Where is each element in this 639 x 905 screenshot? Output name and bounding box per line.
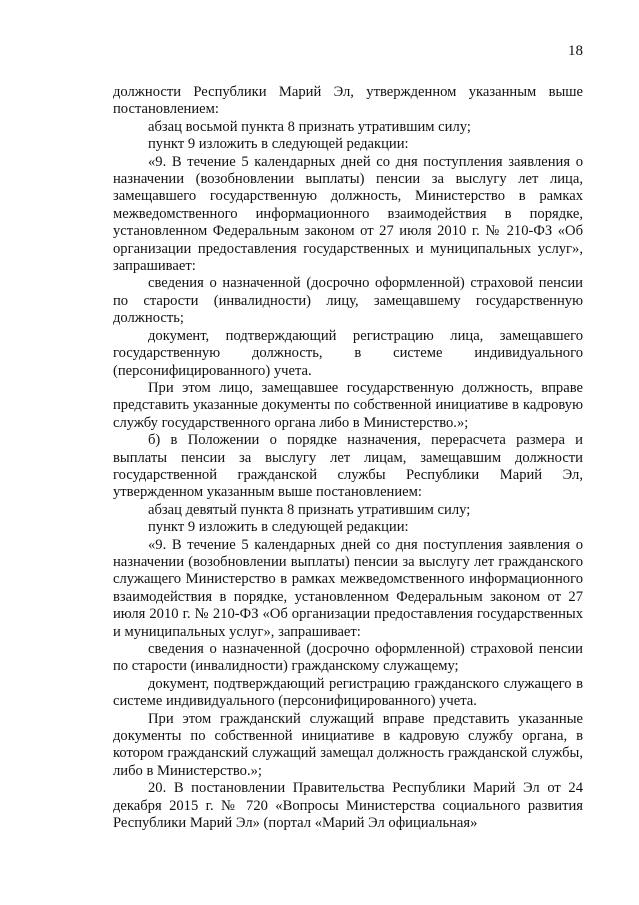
paragraph-5: сведения о назначенной (досрочно оформленной) страховой пенсии по старости (инвалидности) лицу, замещавшему государственную должность;: [113, 275, 583, 327]
paragraph-4: «9. В течение 5 календарных дней со дня поступления заявления о назначении (возобновлении выплаты) пенсии за выслугу лет лица, замещавшего государственную должность, Министерство в рамках межведомственного информационного взаимодействия в порядке, установленном Федеральным законом от 27 июля 2010 г. № 210-ФЗ «Об организации предоставления государственных и муниципальных услуг», запрашивает:: [113, 153, 583, 275]
paragraph-9: абзац девятый пункта 8 признать утратившим силу;: [148, 501, 471, 518]
paragraph-15: 20. В постановлении Правительства Республики Марий Эл от 24 декабря 2015 г. № 720 «Вопросы Министерства социального развития Республики Марий Эл» (портал «Марий Эл официальная»: [113, 780, 583, 832]
paragraph-11: «9. В течение 5 календарных дней со дня поступления заявления о назначении (возобновлении выплаты) пенсии за выслугу лет гражданского служащего Министерство в рамках межведомственного информационного взаимодействия в порядке, установленном Федеральным законом от 27 июля 2010 г. № 210-ФЗ «Об организации предоставления государственных и муниципальных услуг», запрашивает:: [113, 536, 583, 640]
paragraph-12: сведения о назначенной (досрочно оформленной) страховой пенсии по старости (инвалидности) гражданскому служащему;: [113, 641, 583, 675]
paragraph-1: должности Республики Марий Эл, утвержденном указанным выше постановлением:: [113, 84, 583, 118]
paragraph-3: пункт 9 изложить в следующей редакции:: [148, 136, 409, 153]
paragraph-14: При этом гражданский служащий вправе представить указанные документы по собственной инициативе в кадровую службу органа, в котором гражданский служащий замещал должность гражданской службы, либо в Министерство.»;: [113, 710, 583, 779]
paragraph-7: При этом лицо, замещавшее государственную должность, вправе представить указанные документы по собственной инициативе в кадровую службу государственного органа либо в Министерство.»;: [113, 379, 583, 431]
paragraph-8: б) в Положении о порядке назначения, перерасчета размера и выплаты пенсии за выслугу лет лицам, замещавшим должности государственной гражданской службы Республики Марий Эл, утвержденном указанным выше постановлением:: [113, 432, 583, 501]
document-body: [113, 84, 583, 832]
paragraph-2: абзац восьмой пункта 8 признать утратившим силу;: [148, 118, 471, 135]
page-number: 18: [568, 43, 583, 59]
paragraph-6: документ, подтверждающий регистрацию лица, замещавшего государственную должность, в системе индивидуального (персонифицированного) учета.: [113, 327, 583, 379]
paragraph-10: пункт 9 изложить в следующей редакции:: [148, 519, 409, 536]
paragraph-13: документ, подтверждающий регистрацию гражданского служащего в системе индивидуального (персонифицированного) учета.: [113, 675, 583, 710]
